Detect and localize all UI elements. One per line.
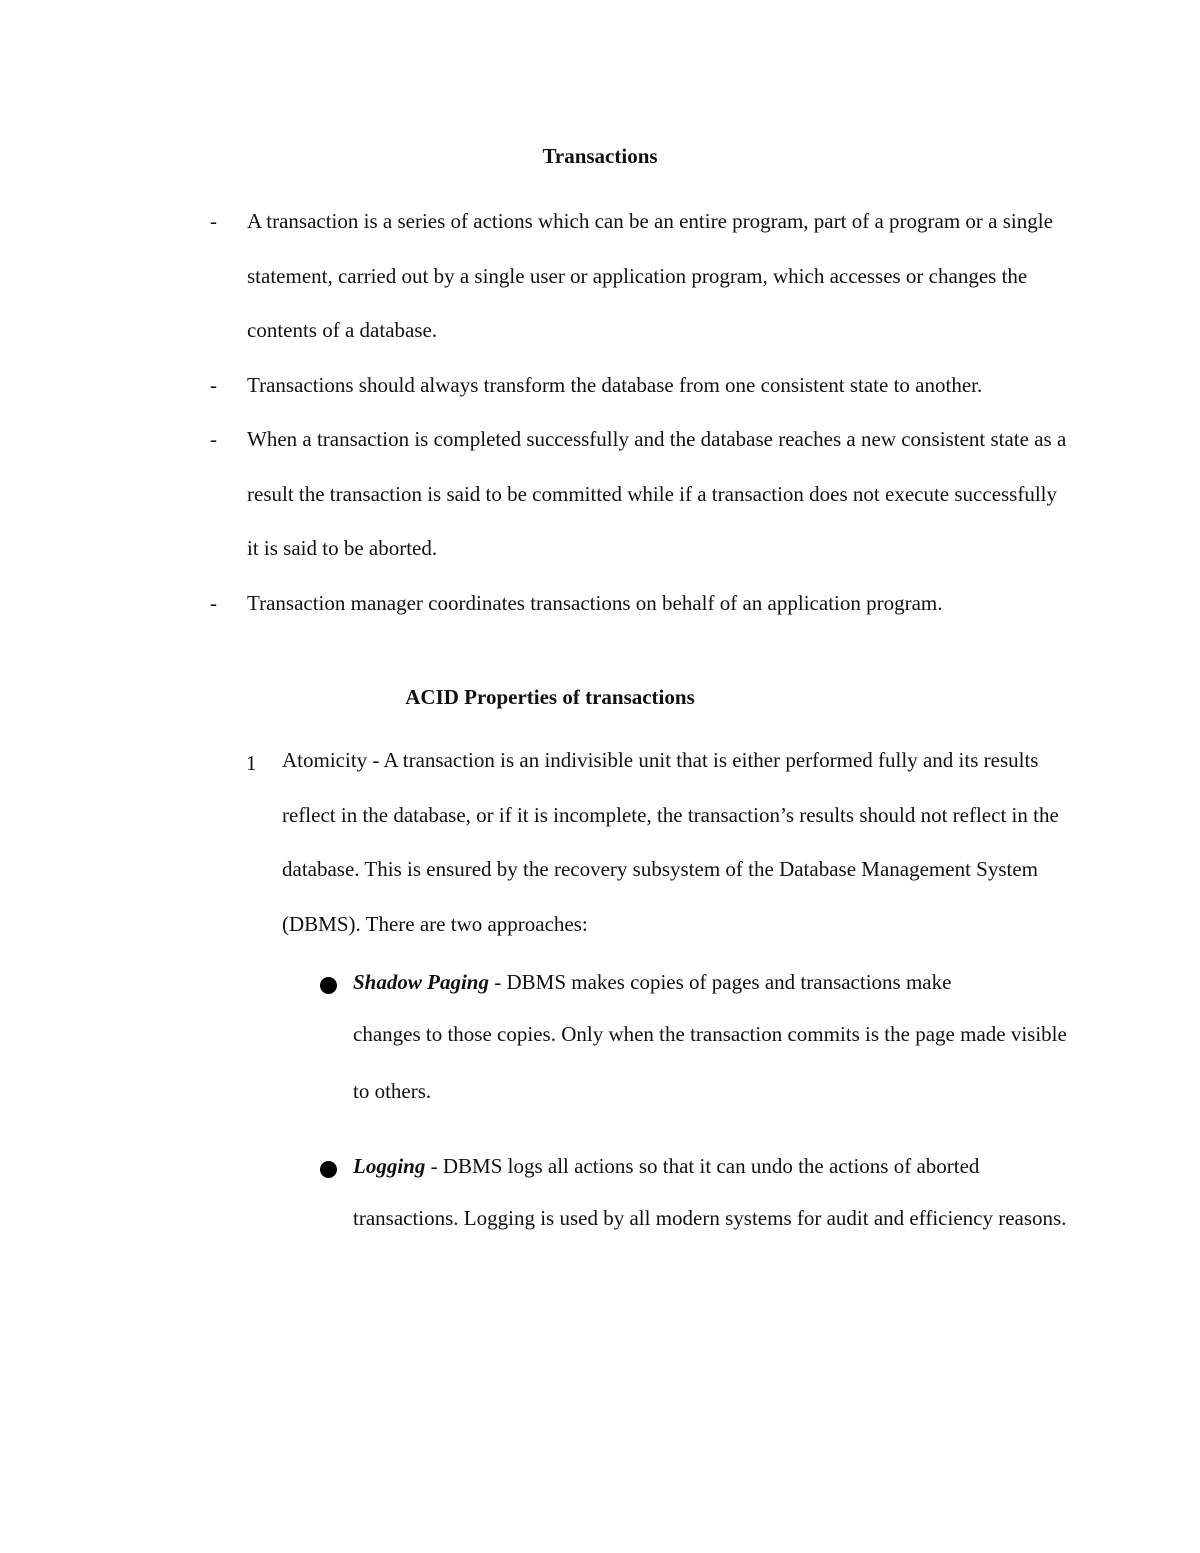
bullet-icon — [318, 1146, 353, 1186]
bullet-first-line: DBMS makes copies of pages and transactions make — [506, 970, 952, 994]
bullet-term: Logging — [353, 1154, 426, 1178]
list-item — [210, 576, 1070, 631]
acid-heading: ACID Properties of transactions — [405, 685, 695, 709]
dash-marker: - — [210, 372, 217, 397]
term-separator: - — [488, 970, 507, 994]
bullet-item-shadow-paging — [318, 962, 1078, 1120]
dash-list — [210, 194, 1070, 630]
bullet-text — [353, 1146, 1078, 1247]
list-item-text: Transaction manager coordinates transactions on behalf of an application program. — [247, 590, 943, 615]
list-item — [210, 358, 1070, 413]
term-separator: - — [425, 1154, 443, 1178]
bullet-first-line: DBMS logs all actions so that it can undo the actions of aborted — [442, 1154, 980, 1178]
dash-marker: - — [210, 209, 217, 233]
bullet-icon — [318, 962, 353, 1002]
numbered-item-text: Atomicity - A transaction is an indivisible unit that is either performed fully and its results reflect in the database, or if it is incomplete, the transaction’s results should not reflect in the database. This is ensured by the recovery subsystem of the Database Management System (DBMS). There are two approaches: — [282, 748, 1059, 936]
bullet-item-logging — [318, 1146, 1078, 1247]
list-item — [210, 194, 1070, 358]
numbered-item-atomicity — [246, 736, 1066, 951]
bullet-term: Shadow Paging — [353, 970, 489, 994]
list-item — [210, 412, 1070, 576]
bullet-rest: changes to those copies. Only when the transaction commits is the page made visible to others. — [353, 1022, 1067, 1103]
dash-marker: - — [210, 590, 217, 615]
list-item-text: Transactions should always transform the database from one consistent state to another. — [247, 372, 983, 397]
list-item-text: When a transaction is completed successfully and the database reaches a new consistent state as a result the transaction is said to be committed while if a transaction does not execute successfully it is said to be aborted. — [247, 427, 1067, 560]
page-title: Transactions — [542, 144, 658, 168]
dash-marker: - — [210, 427, 217, 451]
list-item-text: A transaction is a series of actions which can be an entire program, part of a program or a single statement, carried out by a single user or application program, which accesses or changes the contents of a database. — [247, 209, 1053, 342]
bullet-rest: transactions. Logging is used by all modern systems for audit and efficiency reasons. — [353, 1206, 1067, 1230]
bullet-text — [353, 962, 1078, 1120]
item-number: 1 — [246, 751, 257, 775]
